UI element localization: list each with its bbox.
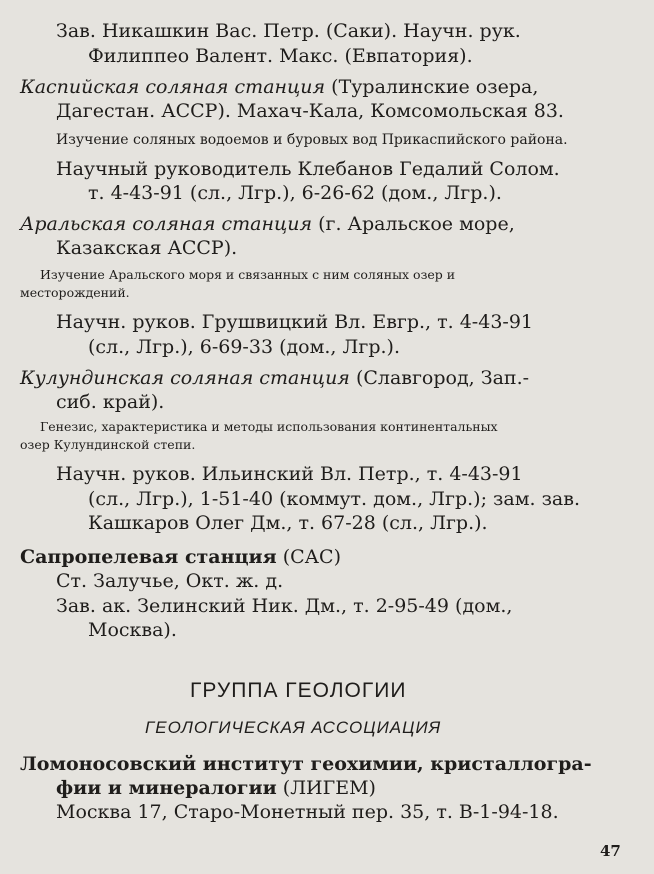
text-line: Научный руководитель Клебанов Гедалий Солом. (56, 158, 560, 180)
text-line: Научн. руков. Ильинский Вл. Петр., т. 4-43-91 (56, 463, 523, 485)
text-line: сиб. край). (56, 391, 165, 413)
section-heading: ГРУППА ГЕОЛОГИИ (190, 679, 407, 702)
text-line: Научн. руков. Грушвицкий Вл. Евгр., т. 4-43-91 (56, 311, 534, 333)
text-line: (САС) (282, 546, 342, 568)
text-line: Филиппео Валент. Макс. (Евпатория). (88, 45, 473, 67)
station-name-kulunda: Кулундинская соляная станция (20, 367, 350, 389)
text-line: Изучение соляных водоемов и буровых вод Прикаспийского района. (56, 132, 568, 148)
entry-sapropel (20, 548, 341, 567)
entry-aral (20, 215, 515, 234)
text-line: Ст. Залучье, Окт. ж. д. (56, 570, 284, 592)
entry-kulunda (20, 369, 529, 388)
text-line: (сл., Лгр.), 1-51-40 (коммут. дом., Лгр.); зам. зав. (88, 488, 580, 510)
text-line: Ломоносовский институт геохимии, кристаллогра- (20, 753, 592, 775)
station-name-sapropel: Сапропелевая станция (20, 546, 277, 568)
text-line: т. 4-43-91 (сл., Лгр.), 6-26-62 (дом., Лгр.). (88, 182, 502, 204)
station-name-caspian: Каспийская соляная станция (20, 76, 326, 98)
text-line: Зав. Никашкин Вас. Петр. (Саки). Научн. рук. (56, 20, 521, 42)
text-line: Дагестан. АССР). Махач-Кала, Комсомольская 83. (56, 100, 564, 122)
text-line: озер Кулундинской степи. (20, 437, 196, 452)
text-line: (сл., Лгр.), 6-69-33 (дом., Лгр.). (88, 336, 400, 358)
text-line: месторождений. (20, 285, 130, 300)
institute-abbr: (ЛИГЕМ) (282, 777, 376, 799)
section-subheading: ГЕОЛОГИЧЕСКАЯ АССОЦИАЦИЯ (145, 718, 442, 737)
text-line: Москва). (88, 619, 177, 641)
text-line: Москва 17, Старо-Монетный пер. 35, т. В-1-94-18. (56, 801, 559, 823)
text-line: Зав. ак. Зелинский Ник. Дм., т. 2-95-49 (дом., (56, 595, 513, 617)
text-line: Изучение Аральского моря и связанных с ним соляных озер и (40, 267, 456, 282)
text-line: Кашкаров Олег Дм., т. 67-28 (сл., Лгр.). (88, 512, 488, 534)
text-line: (Туралинские озера, (331, 76, 539, 98)
text-line: Генезис, характеристика и методы использования континентальных (40, 419, 498, 434)
station-name-aral: Аральская соляная станция (20, 213, 313, 235)
entry-ligem (56, 779, 376, 798)
page-number: 47 (600, 842, 621, 860)
entry-caspian (20, 78, 538, 97)
institute-name: фии и минералогии (56, 777, 277, 799)
text-line: Казакская АССР). (56, 237, 238, 259)
text-line: (Славгород, Зап.- (355, 367, 530, 389)
text-line: (г. Аральское море, (318, 213, 515, 235)
